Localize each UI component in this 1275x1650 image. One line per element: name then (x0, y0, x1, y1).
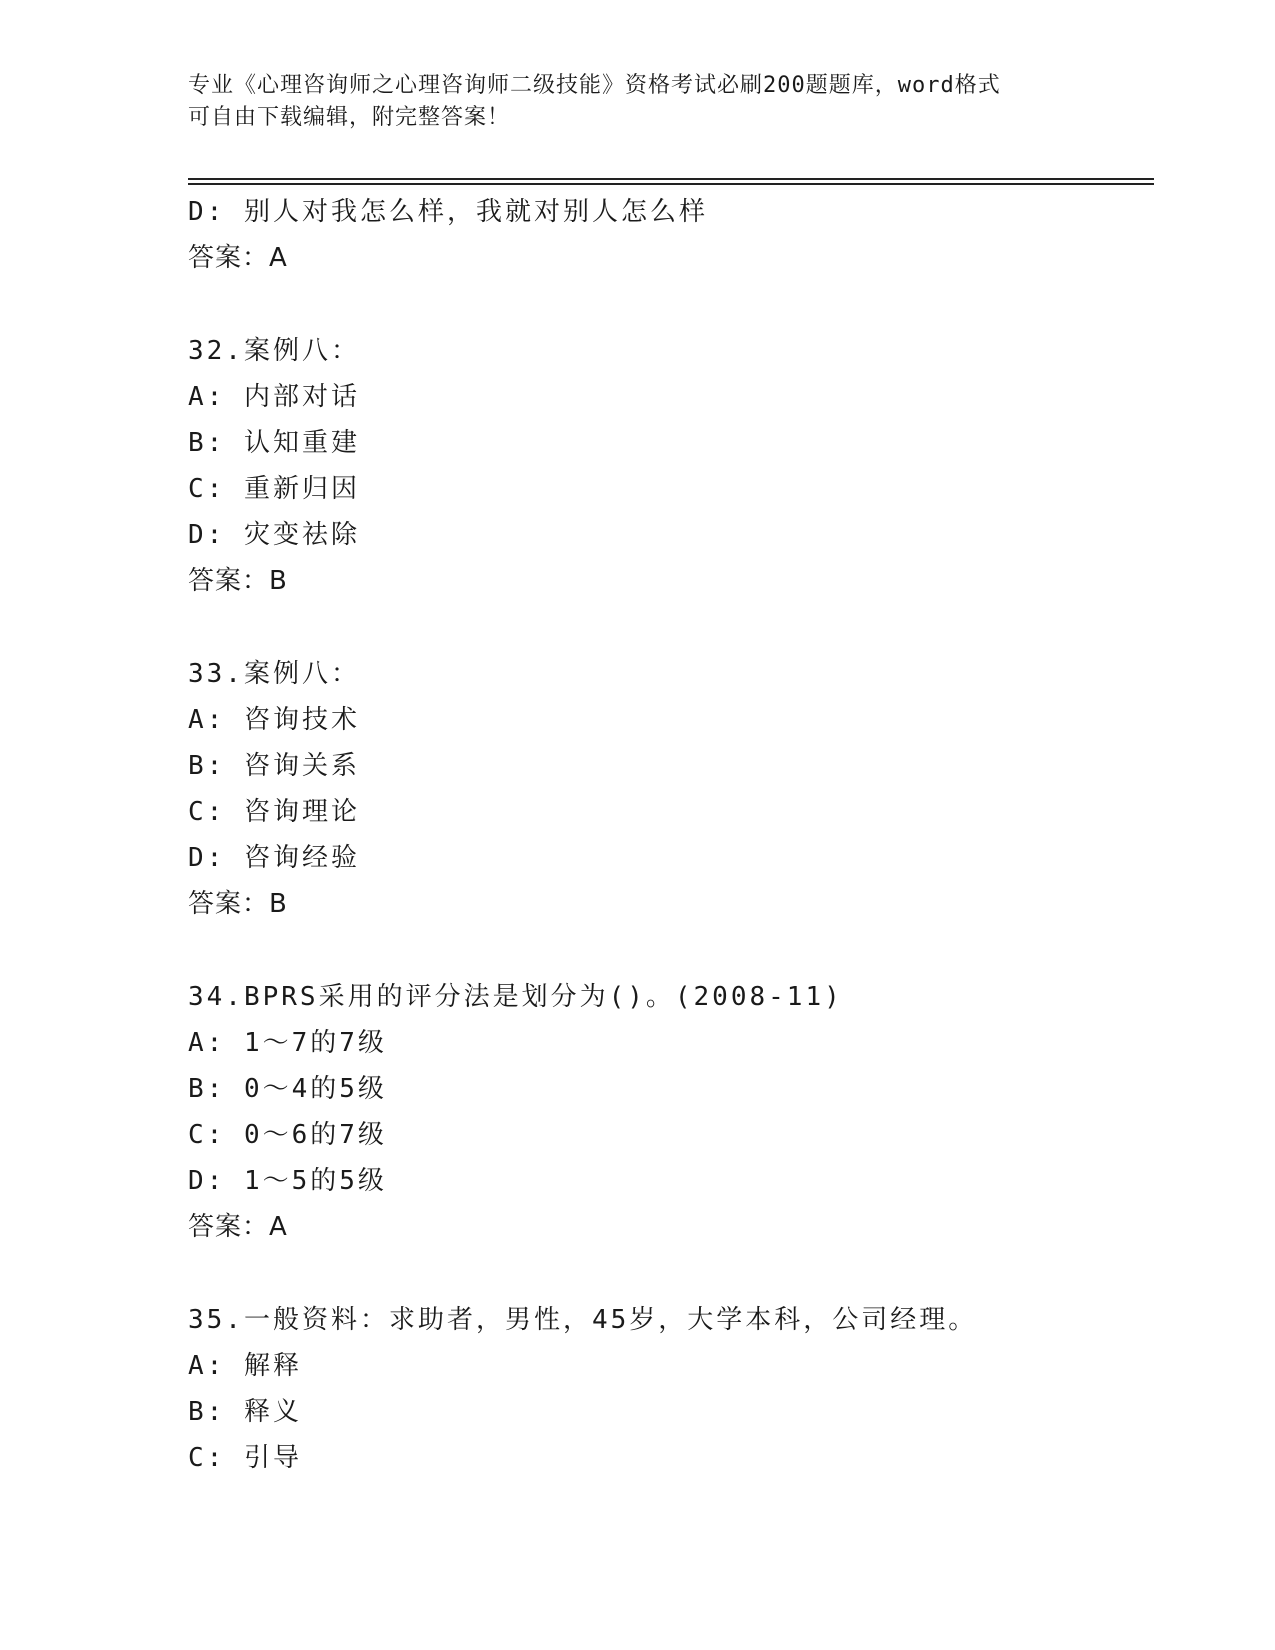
option-c: C: 0～6的7级 (188, 1120, 387, 1150)
option-a: A: 1～7的7级 (188, 1028, 387, 1058)
question-stem: 32.案例八： (188, 336, 360, 366)
option-b: B: 0～4的5级 (188, 1074, 387, 1104)
option-c: C: 重新归因 (188, 474, 360, 504)
question-stem: 33.案例八： (188, 659, 360, 689)
document-header (188, 70, 1068, 134)
question-fragment (188, 189, 1148, 281)
option-a: A: 内部对话 (188, 382, 360, 412)
option-a: A: 咨询技术 (188, 705, 360, 735)
question-stem: 35.一般资料：求助者，男性，45岁，大学本科，公司经理。 (188, 1305, 978, 1335)
question-34 (188, 974, 1148, 1250)
option-c: C: 引导 (188, 1443, 302, 1473)
header-rule-top (188, 178, 1154, 180)
spacer (188, 281, 1148, 328)
header-line-1: 专业《心理咨询师之心理咨询师二级技能》资格考试必刷200题题库，word格式 (188, 73, 1001, 98)
option-d: D: 咨询经验 (188, 843, 360, 873)
option-b: B: 释义 (188, 1397, 302, 1427)
header-line-2: 可自由下载编辑，附完整答案！ (188, 105, 511, 130)
question-list (188, 189, 1148, 1481)
answer-line: 答案：A (188, 243, 288, 273)
answer-line: 答案：B (188, 566, 288, 596)
spacer (188, 604, 1148, 651)
option-b: B: 认知重建 (188, 428, 360, 458)
header-rule-bottom (188, 183, 1154, 185)
question-33 (188, 651, 1148, 927)
spacer (188, 927, 1148, 974)
question-32 (188, 328, 1148, 604)
question-35 (188, 1297, 1148, 1481)
option-b: B: 咨询关系 (188, 751, 360, 781)
option-d: D: 别人对我怎么样，我就对别人怎么样 (188, 197, 708, 227)
option-c: C: 咨询理论 (188, 797, 360, 827)
answer-line: 答案：A (188, 1212, 288, 1242)
question-stem: 34.BPRS采用的评分法是划分为()。(2008-11) (188, 982, 843, 1012)
option-d: D: 1～5的5级 (188, 1166, 387, 1196)
option-a: A: 解释 (188, 1351, 302, 1381)
answer-line: 答案：B (188, 889, 288, 919)
option-d: D: 灾变祛除 (188, 520, 360, 550)
spacer (188, 1250, 1148, 1297)
